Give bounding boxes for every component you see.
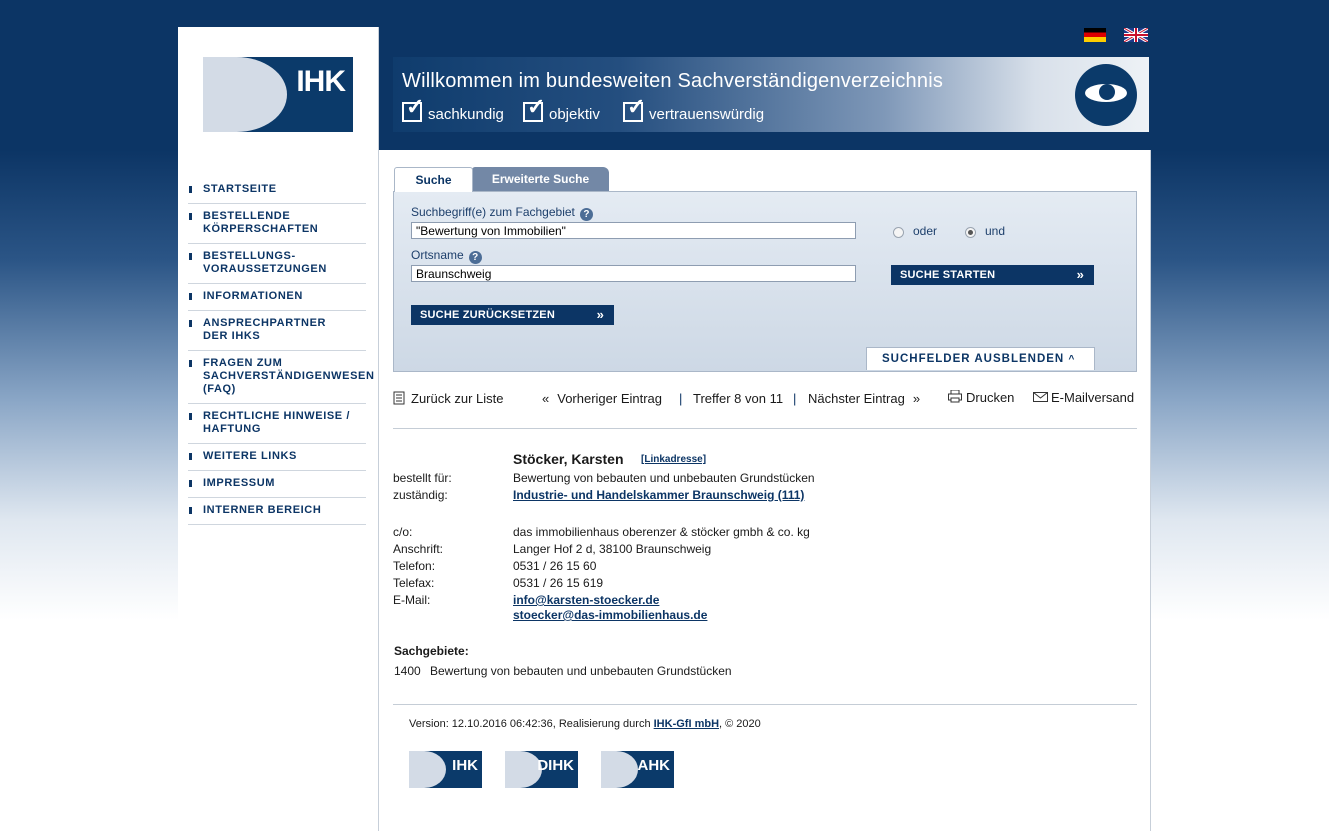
divider [393, 428, 1137, 429]
double-chevron-right-icon: » [1076, 267, 1084, 282]
field-value: 0531 / 26 15 619 [513, 576, 604, 590]
field-value: das immobilienhaus oberenzer & stöcker gmbh & co. kg [513, 525, 810, 539]
separator: | [793, 391, 797, 406]
area-code: 1400 [394, 664, 421, 678]
tab-suche[interactable]: Suche [394, 167, 473, 192]
divider [393, 704, 1137, 705]
check-item: ✓ vertrauenswürdig [623, 102, 764, 123]
search-panel [393, 191, 1137, 372]
nav-link[interactable]: FRAGEN ZUM SACHVERSTÄNDIGENWESEN (FAQ) [203, 357, 375, 395]
radio-und-label: und [985, 224, 1006, 238]
nav-item-startseite[interactable] [188, 177, 366, 204]
checkmark-icon [623, 102, 643, 122]
hide-fields-button[interactable]: SUCHFELDER AUSBLENDEN ^ [866, 347, 1095, 370]
double-chevron-right-icon: » [912, 391, 921, 406]
field-label: bestellt für: [393, 471, 452, 485]
printer-icon [948, 390, 962, 403]
sidebar [178, 27, 379, 831]
field-label: zuständig: [393, 488, 448, 502]
print-link[interactable]: Drucken [948, 390, 1014, 405]
double-chevron-left-icon: « [542, 391, 550, 406]
chamber-link[interactable]: Industrie- und Handelskammer Braunschweig (111) [513, 488, 805, 502]
radio-oder[interactable] [893, 227, 904, 238]
version-info: Version: 12.10.2016 06:42:36, Realisierung durch IHK-GfI mbH, © 2020 [409, 718, 761, 730]
company-link[interactable]: IHK-GfI mbH [653, 718, 720, 730]
nav-link[interactable]: BESTELLENDE KÖRPERSCHAFTEN [203, 210, 319, 235]
term-label: Suchbegriff(e) zum Fachgebiet ? [411, 205, 593, 221]
nav-link[interactable]: IMPRESSUM [203, 477, 276, 489]
ihk-logo[interactable]: IHK [203, 57, 353, 132]
tab-erweiterte-suche[interactable]: Erweiterte Suche [472, 167, 609, 191]
email-address-link[interactable]: info@karsten-stoecker.de [513, 593, 660, 607]
nav-item-bestellende-koerperschaften[interactable] [188, 204, 366, 244]
check-item: ✓ objektiv [523, 102, 600, 123]
double-chevron-right-icon: » [596, 307, 604, 322]
radio-und[interactable] [965, 227, 976, 238]
field-label: Telefax: [393, 576, 435, 590]
banner-title: Willkommen im bundesweiten Sachverständigenverzeichnis [402, 70, 944, 92]
field-label: Telefon: [393, 559, 436, 573]
prev-entry-link[interactable]: « Vorheriger Eintrag [542, 391, 663, 406]
nav-link[interactable]: ANSPRECHPARTNER DER IHKS [203, 317, 327, 342]
nav-link[interactable]: INFORMATIONEN [203, 290, 303, 302]
nav-item-faq[interactable] [188, 351, 375, 404]
main-content [379, 150, 1151, 831]
nav-item-informationen[interactable] [188, 284, 366, 311]
nav-link[interactable]: STARTSEITE [203, 183, 277, 195]
search-reset-button[interactable]: SUCHE ZURÜCKSETZEN » [411, 305, 614, 325]
dihk-footer-logo[interactable]: DIHK [505, 751, 578, 788]
areas-heading: Sachgebiete: [394, 644, 469, 658]
help-icon[interactable]: ? [580, 208, 593, 221]
checkmark-icon [523, 102, 543, 122]
check-item: ✓sachkundig [402, 102, 504, 123]
field-value: Bewertung von bebauten und unbebauten Grundstücken [513, 471, 815, 485]
chevron-up-icon: ^ [1068, 354, 1076, 365]
nav-link[interactable]: RECHTLICHE HINWEISE / HAFTUNG [203, 410, 351, 435]
nav-link[interactable]: INTERNER BEREICH [203, 504, 322, 516]
flag-de-icon[interactable] [1084, 28, 1106, 42]
email-link[interactable]: E-Mailversand [1033, 390, 1134, 405]
field-label: Anschrift: [393, 542, 444, 556]
field-label: E-Mail: [393, 593, 431, 607]
main-nav [188, 177, 375, 525]
radio-oder-label: oder [913, 224, 938, 238]
back-to-list-link[interactable]: Zurück zur Liste [393, 391, 503, 406]
link-address[interactable]: [Linkadresse] [641, 454, 707, 465]
checkmark-icon [402, 102, 422, 122]
welcome-banner [393, 57, 1149, 132]
nav-item-ansprechpartner[interactable] [188, 311, 366, 351]
hit-counter: Treffer 8 von 11 [693, 391, 784, 406]
field-value: Langer Hof 2 d, 38100 Braunschweig [513, 542, 712, 556]
envelope-icon [1033, 392, 1048, 402]
search-start-button[interactable]: SUCHE STARTEN » [891, 265, 1094, 285]
nav-link[interactable]: BESTELLUNGS-VORAUSSETZUNGEN [203, 250, 327, 275]
nav-item-interner-bereich[interactable] [188, 498, 366, 525]
nav-item-bestellungsvoraussetzungen[interactable] [188, 244, 366, 284]
nav-link[interactable]: WEITERE LINKS [203, 450, 297, 462]
field-label: c/o: [393, 525, 413, 539]
ihk-footer-logo[interactable]: IHK [409, 751, 482, 788]
separator: | [679, 391, 683, 406]
nav-item-weitere-links[interactable] [188, 444, 366, 471]
nav-item-rechtliche-hinweise[interactable] [188, 404, 366, 444]
field-value: 0531 / 26 15 60 [513, 559, 597, 573]
nav-item-impressum[interactable] [188, 471, 366, 498]
document-icon [393, 391, 405, 405]
flag-uk-icon[interactable] [1124, 28, 1148, 42]
place-label: Ortsname ? [411, 248, 482, 264]
email-address-link[interactable]: stoecker@das-immobilienhaus.de [513, 608, 708, 622]
place-input[interactable] [411, 265, 856, 282]
expert-name: Stöcker, Karsten [513, 451, 624, 467]
next-entry-link[interactable]: Nächster Eintrag » [808, 391, 921, 406]
eye-logo-icon [1075, 64, 1137, 126]
help-icon[interactable]: ? [469, 251, 482, 264]
ahk-footer-logo[interactable]: AHK [601, 751, 674, 788]
term-input[interactable] [411, 222, 856, 239]
area-text: Bewertung von bebauten und unbebauten Grundstücken [430, 664, 732, 678]
